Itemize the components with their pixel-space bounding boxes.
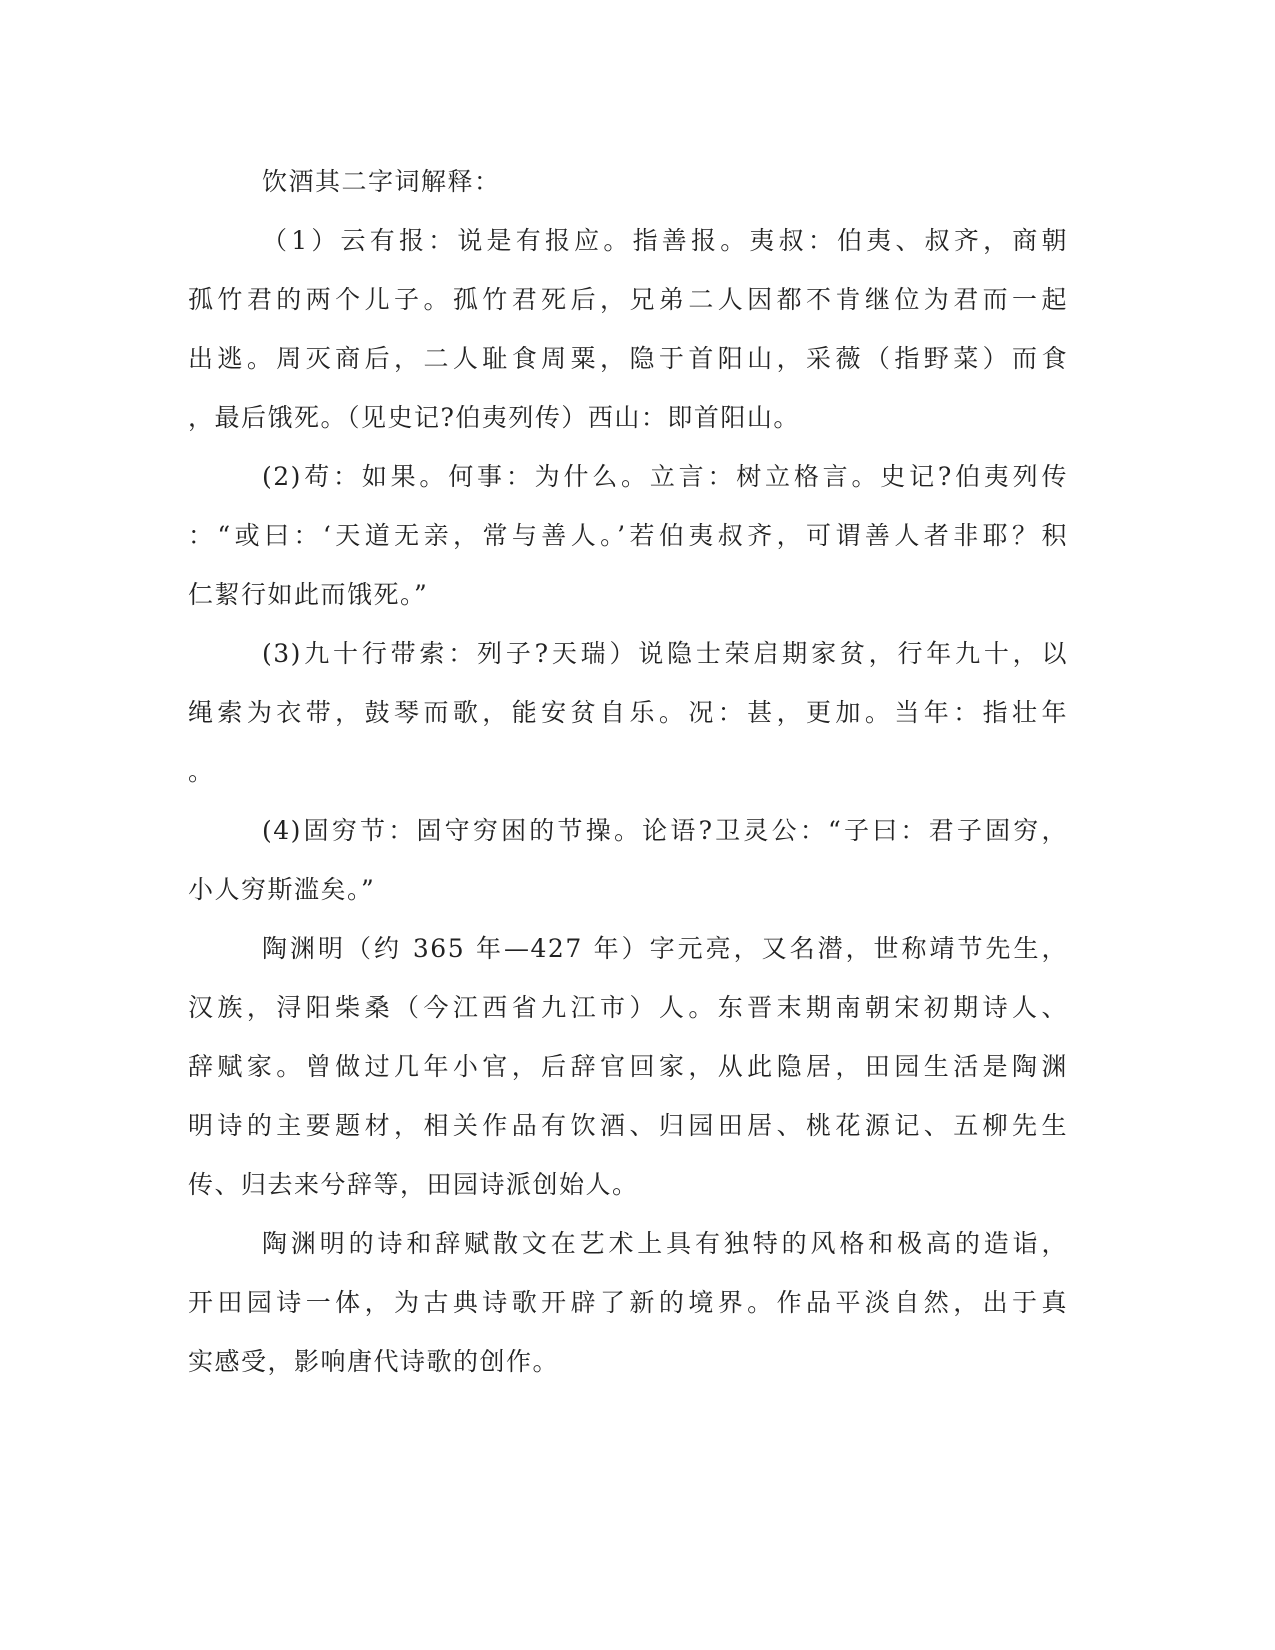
paragraph-line: （1）云有报：说是有报应。指善报。夷叔：伯夷、叔齐，商朝: [262, 226, 1068, 255]
paragraph-line: 出逃。周灭商后，二人耻食周粟，隐于首阳山，采薇（指野菜）而食: [188, 344, 1068, 373]
paragraph-line: (4)固穷节：固守穷困的节操。论语?卫灵公：“子曰：君子固穷，: [262, 816, 1068, 845]
paragraph-line: 小人穷斯滥矣。”: [188, 875, 376, 904]
paragraph-line: 实感受，影响唐代诗歌的创作。: [188, 1347, 560, 1376]
paragraph-line: (2)苟：如果。何事：为什么。立言：树立格言。史记?伯夷列传: [262, 462, 1068, 491]
paragraph-line: 开田园诗一体，为古典诗歌开辟了新的境界。作品平淡自然，出于真: [188, 1288, 1068, 1317]
paragraph-line: 孤竹君的两个儿子。孤竹君死后，兄弟二人因都不肯继位为君而一起: [188, 285, 1068, 314]
paragraph-line: (3)九十行带索：列子?天瑞）说隐士荣启期家贫，行年九十，以: [262, 639, 1068, 668]
paragraph-line: 。: [188, 757, 215, 786]
paragraph-line: 陶渊明的诗和辞赋散文在艺术上具有独特的风格和极高的造诣，: [262, 1229, 1068, 1258]
paragraph-line: 绳索为衣带，鼓琴而歌，能安贫自乐。况：甚，更加。当年：指壮年: [188, 698, 1068, 727]
document-heading: 饮酒其二字词解释：: [262, 167, 501, 196]
paragraph-line: 仁絜行如此而饿死。”: [188, 580, 429, 609]
paragraph-line: 汉族，浔阳柴桑（今江西省九江市）人。东晋末期南朝宋初期诗人、: [188, 993, 1068, 1022]
paragraph-line: ，最后饿死。（见史记?伯夷列传）西山：即首阳山。: [188, 403, 800, 432]
paragraph-line: ：“或曰：‘天道无亲，常与善人。’若伯夷叔齐，可谓善人者非耶？积: [188, 521, 1068, 550]
paragraph-line: 辞赋家。曾做过几年小官，后辞官回家，从此隐居，田园生活是陶渊: [188, 1052, 1068, 1081]
paragraph-line: 陶渊明（约 365 年—427 年）字元亮，又名潜，世称靖节先生，: [262, 934, 1068, 963]
paragraph-line: 明诗的主要题材，相关作品有饮酒、归园田居、桃花源记、五柳先生: [188, 1111, 1068, 1140]
paragraph-line: 传、归去来兮辞等，田园诗派创始人。: [188, 1170, 639, 1199]
